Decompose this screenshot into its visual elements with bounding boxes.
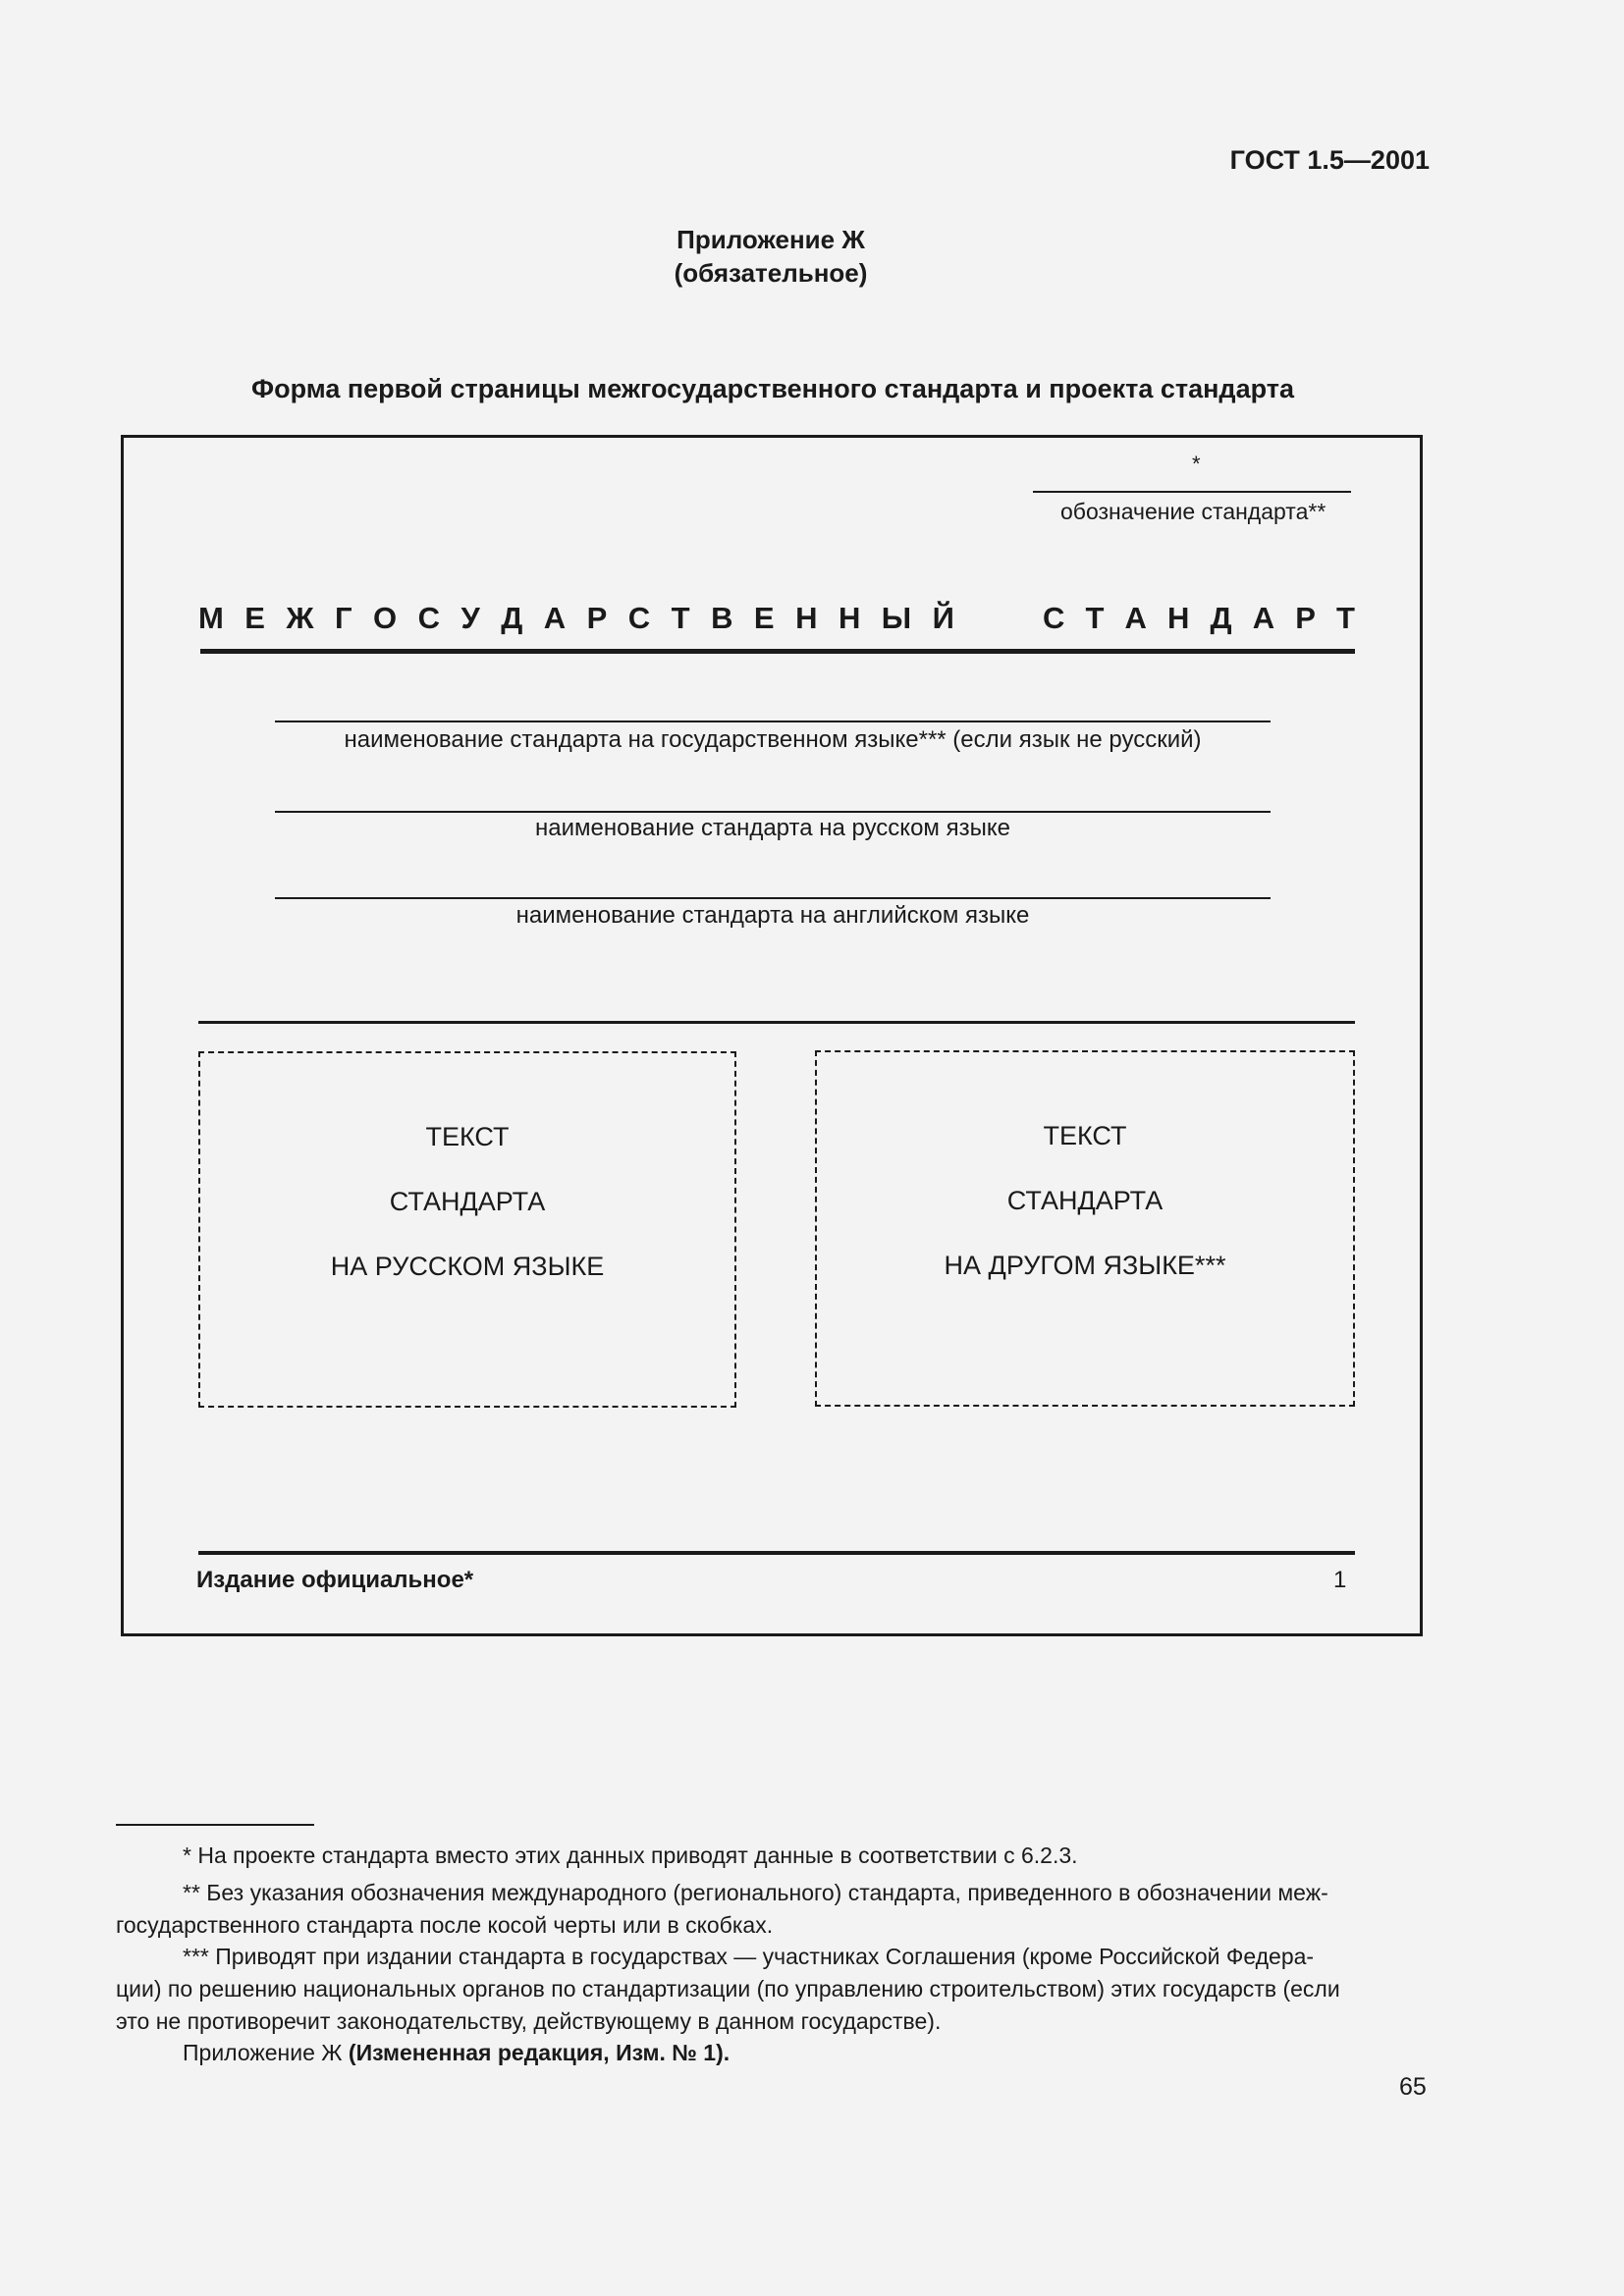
word1-letter: С <box>627 601 651 635</box>
word2-letter: А <box>1252 601 1275 635</box>
word1-letter: В <box>711 601 733 635</box>
footnote-2: ** Без указания обозначения международного (регионального) стандарта, приведенного в обозначении меж- государственного стандарта после косой черты или в скобках. <box>116 1880 1328 1938</box>
word1-letter: Р <box>586 601 608 635</box>
word1-letter: Е <box>244 601 265 635</box>
annex-status: (обязательное) <box>674 258 868 288</box>
word1-letter: Т <box>671 601 690 635</box>
footnote-separator <box>116 1824 314 1826</box>
word1-letter: Д <box>501 601 523 635</box>
edition-label: Издание официальное* <box>196 1567 474 1593</box>
word1-letter: М <box>198 601 224 635</box>
word1-letter: Г <box>334 601 352 635</box>
word1-letter: Ж <box>286 601 314 635</box>
designation-label: обозначение стандарта** <box>1060 499 1326 524</box>
text-box-russian <box>198 1051 736 1408</box>
standard-type-heading <box>198 601 1355 636</box>
document-code: ГОСТ 1.5—2001 <box>1229 145 1430 175</box>
word1-letter: О <box>373 601 398 635</box>
word2-letter: Н <box>1167 601 1190 635</box>
word2-letter: А <box>1124 601 1147 635</box>
word1-letter: А <box>543 601 567 635</box>
form-caption: Форма первой страницы межгосударственного стандарта и проекта стандарта <box>251 374 1294 403</box>
standard-type-word-1 <box>198 601 954 636</box>
word2-letter: С <box>1043 601 1065 635</box>
word2-letter: Д <box>1210 601 1232 635</box>
name-english-line <box>275 897 1271 899</box>
footnote-3: *** Приводят при издании стандарта в государствах — участниках Соглашения (кроме Российской Федера- ции) по решению национальных органов по стандартизации (по управлению строительством) этих государств (если это не противоречит законодательству, действующему в данном государстве). <box>116 1944 1340 2034</box>
word1-letter: У <box>460 601 480 635</box>
box-russian-line-2: СТАНДАРТА <box>389 1187 546 1216</box>
name-state-line <box>275 721 1271 722</box>
word1-letter: Е <box>753 601 775 635</box>
box-russian-line-1: ТЕКСТ <box>425 1122 510 1151</box>
footer-rule <box>198 1551 1355 1555</box>
annex-title: Приложение Ж <box>677 225 865 254</box>
word2-letter: Т <box>1085 601 1105 635</box>
box-russian-line-3: НА РУССКОМ ЯЗЫКЕ <box>330 1252 605 1281</box>
word1-letter: С <box>417 601 440 635</box>
name-russian-line <box>275 811 1271 813</box>
name-state-label: наименование стандарта на государственном языке*** (если язык не русский) <box>344 726 1202 753</box>
designation-line <box>1033 491 1351 493</box>
word1-letter: Й <box>932 601 954 635</box>
word1-letter: Ы <box>881 601 912 635</box>
name-english-label: наименование стандарта на английском языке <box>515 902 1030 929</box>
text-box-other <box>815 1050 1355 1407</box>
word1-letter: Н <box>795 601 818 635</box>
form-page-number: 1 <box>1333 1567 1347 1593</box>
footnote-1: * На проекте стандарта вместо этих данных приводят данные в соответствии с 6.2.3. <box>183 1842 1078 1868</box>
box-other-line-1: ТЕКСТ <box>1043 1121 1127 1150</box>
heading-rule <box>200 649 1355 654</box>
name-russian-label: наименование стандарта на русском языке <box>535 815 1010 841</box>
word1-letter: Н <box>838 601 861 635</box>
word2-letter: Т <box>1336 601 1355 635</box>
box-other-line-3: НА ДРУГОМ ЯЗЫКЕ*** <box>944 1251 1226 1280</box>
designation-star: * <box>1192 452 1201 476</box>
content-rule <box>198 1021 1355 1024</box>
word2-letter: Р <box>1295 601 1316 635</box>
page-number: 65 <box>1399 2073 1427 2101</box>
standard-type-word-2 <box>1043 601 1355 636</box>
box-other-line-2: СТАНДАРТА <box>1006 1186 1164 1215</box>
amendment-note: Приложение Ж (Измененная редакция, Изм. № 1). <box>183 2040 731 2065</box>
